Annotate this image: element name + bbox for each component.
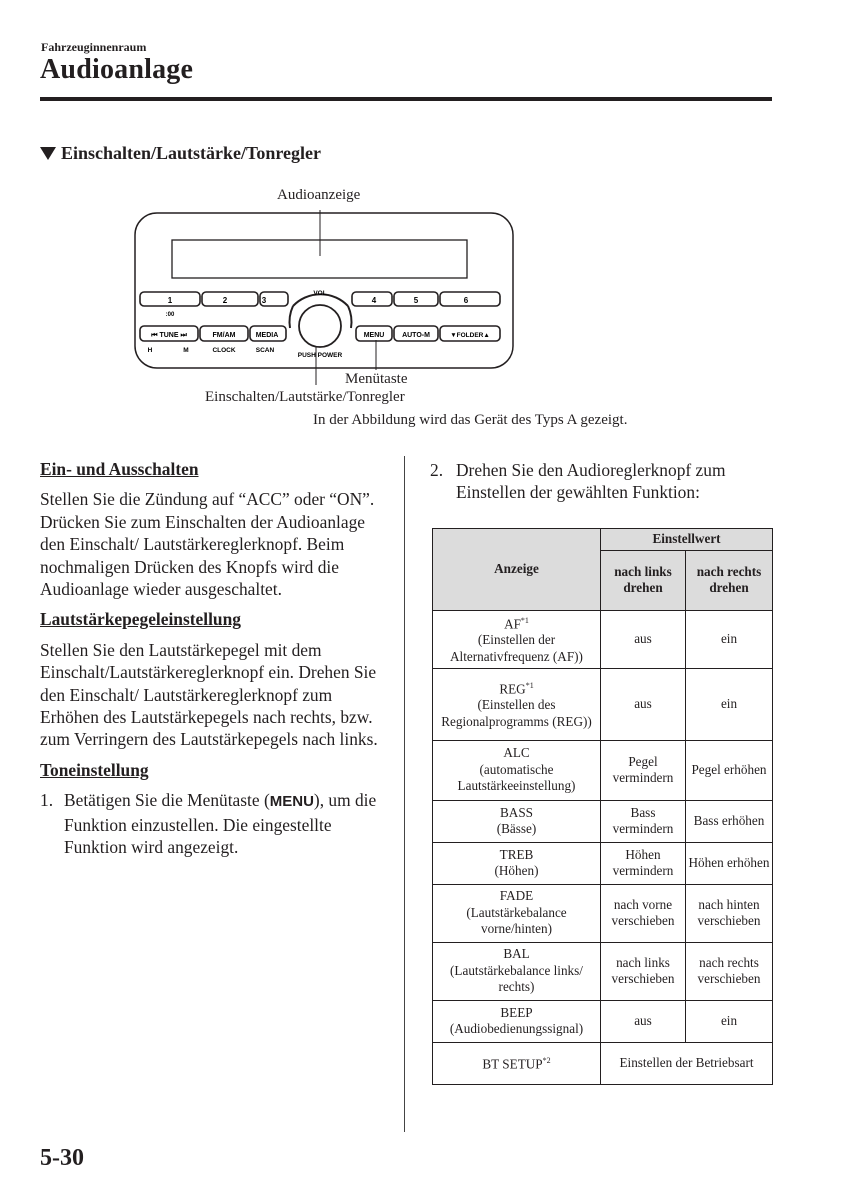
section-label: Fahrzeuginnenraum [41, 40, 147, 54]
row-value: Einstellen der Betriebsart [601, 1042, 773, 1084]
header-rechts: nach rechts drehen [686, 550, 773, 610]
triangle-down-icon [40, 147, 56, 160]
sub-heading [40, 143, 321, 164]
svg-text:M: M [183, 347, 189, 354]
row-function: TREB (Höhen) [433, 842, 601, 884]
power-volume-knob [299, 305, 341, 347]
svg-text:4: 4 [371, 296, 377, 305]
header-anzeige: Anzeige [433, 529, 601, 611]
table-row [433, 800, 773, 842]
function-buttons-right [356, 326, 500, 341]
row-right-value: ein [686, 610, 773, 668]
paragraph-power: Stellen Sie die Zündung auf “ACC” oder “ON”. Drücken Sie zum Einschalten der Audioanlage den Einschalt/ Lautstärkereglerknopf. Beim nochmaligen Drücken des Knopfs wird die Audioanlage wieder ausgeschaltet. [40, 489, 375, 600]
svg-text:MENU: MENU [363, 332, 385, 339]
svg-text:VOL: VOL [313, 290, 327, 297]
row-right-value: nach hinten verschieben [686, 884, 773, 942]
row-function: BEEP (Audiobedienungssignal) [433, 1000, 601, 1042]
row-function: FADE (Lautstärkebalance vorne/hinten) [433, 884, 601, 942]
table-row [433, 942, 773, 1000]
audio-unit-illustration [130, 210, 520, 385]
svg-text:FM/AM: FM/AM [212, 332, 236, 339]
step-1 [40, 789, 385, 858]
table-row [433, 884, 773, 942]
svg-text:CLOCK: CLOCK [212, 347, 236, 354]
svg-text:PUSH POWER: PUSH POWER [297, 352, 343, 359]
menu-key-inline: MENU [269, 793, 314, 811]
svg-text::00: :00 [165, 312, 175, 318]
svg-text:6: 6 [463, 296, 469, 305]
header-links: nach links drehen [601, 550, 686, 610]
steps-list [40, 789, 385, 858]
row-function: ALC (automatische Lautstärkeeinstellung) [433, 740, 601, 800]
menu-key-label: Menütaste [345, 371, 408, 387]
table-row [433, 610, 773, 668]
row-function: REG$^{*1}$ (Einstellen des Regionalprogramms (REG)) [433, 668, 601, 740]
table-row [433, 842, 773, 884]
title-rule [40, 97, 772, 101]
page-title: Audioanlage [40, 54, 194, 85]
svg-text:1: 1 [167, 296, 173, 305]
svg-text:AUTO-M: AUTO-M [402, 332, 430, 339]
row-left-value: aus [601, 668, 686, 740]
row-left-value: nach vorne verschieben [601, 884, 686, 942]
heading-volume: Lautstärkepegeleinstellung [40, 609, 241, 630]
row-left-value: Bass vermindern [601, 800, 686, 842]
step-1-text: Betätigen Sie die Menütaste (MENU), um die Funktion einzustellen. Die eingestellte Funktion wird angezeigt. [64, 790, 377, 858]
row-right-value: ein [686, 1000, 773, 1042]
svg-text:▼FOLDER▲: ▼FOLDER▲ [450, 332, 490, 339]
svg-text:SCAN: SCAN [255, 347, 275, 354]
page-number: 5-30 [40, 1145, 84, 1171]
paragraph-volume: Stellen Sie den Lautstärkepegel mit dem Einschalt/Lautstärkereglerknopf ein. Drehen Sie den Einschalt/ Lautstärkereglerknopf zum Erhöhen des Lautstärkepegels nach rechts, bzw. zum Verringern des Lautstärkepegels nach links. [40, 639, 378, 750]
row-function: BT SETUP$^{*2}$ [433, 1042, 601, 1084]
heading-tone: Toneinstellung [40, 759, 149, 780]
left-column [40, 458, 385, 859]
preset-6-button [440, 292, 500, 306]
sub-heading-text: Einschalten/Lautstärke/Tonregler [61, 143, 322, 163]
row-left-value: nach links verschieben [601, 942, 686, 1000]
row-right-value: ein [686, 668, 773, 740]
step-2-text: Drehen Sie den Audioreglerknopf zum Einstellen der gewählten Funktion: [456, 460, 726, 503]
svg-text:5: 5 [413, 296, 419, 305]
svg-text:MEDIA: MEDIA [255, 332, 279, 339]
preset-buttons-right [352, 292, 500, 306]
table-row [433, 668, 773, 740]
step-2-number: 2. [430, 460, 444, 480]
row-left-value: Pegel vermindern [601, 740, 686, 800]
step-2 [430, 459, 780, 504]
svg-text:2: 2 [222, 296, 228, 305]
column-divider [404, 456, 405, 1132]
step-1-number: 1. [40, 790, 54, 811]
row-function: AF$^{*1}$ (Einstellen der Alternativfrequenz (AF)) [433, 610, 601, 668]
settings-table [432, 528, 773, 1085]
row-right-value: nach rechts verschieben [686, 942, 773, 1000]
header-einstellwert: Einstellwert [601, 529, 773, 551]
preset-2-button [202, 292, 258, 306]
row-function: BASS (Bässe) [433, 800, 601, 842]
settings-table-body [433, 610, 773, 1084]
figure-caption: In der Abbildung wird das Gerät des Typs A gezeigt. [313, 412, 628, 428]
row-left-value: aus [601, 1000, 686, 1042]
svg-text:H: H [147, 347, 153, 354]
row-right-value: Pegel erhöhen [686, 740, 773, 800]
power-knob-label: Einschalten/Lautstärke/Tonregler [205, 389, 405, 405]
table-row [433, 1042, 773, 1084]
table-row [433, 1000, 773, 1042]
table-row [433, 740, 773, 800]
row-right-value: Bass erhöhen [686, 800, 773, 842]
row-right-value: Höhen erhöhen [686, 842, 773, 884]
heading-power: Ein- und Ausschalten [40, 459, 199, 479]
svg-text:3: 3 [261, 296, 267, 305]
row-left-value: Höhen vermindern [601, 842, 686, 884]
row-function: BAL (Lautstärkebalance links/ rechts) [433, 942, 601, 1000]
audio-display-label: Audioanzeige [277, 187, 361, 203]
svg-text:⏮ TUNE ⏭: ⏮ TUNE ⏭ [151, 332, 187, 339]
row-left-value: aus [601, 610, 686, 668]
